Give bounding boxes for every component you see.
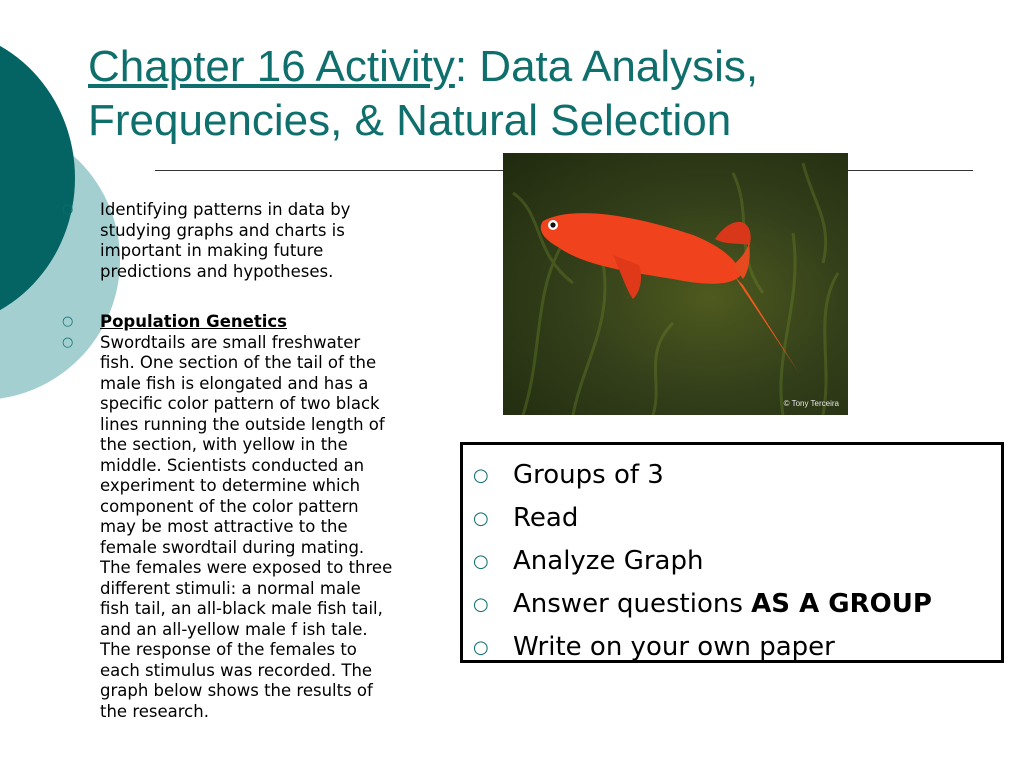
section-heading-item: [62, 312, 454, 333]
body-line: specific color pattern of two black: [100, 394, 380, 413]
swordtail-fish-illustration: [503, 153, 848, 415]
body-line: Swordtails are small freshwater: [100, 332, 361, 352]
intro-item: [62, 200, 454, 282]
body-line: the research.: [100, 701, 209, 721]
task-item: [473, 497, 932, 540]
bullet-icon: ○: [62, 202, 74, 217]
title-line-2: Frequencies, & Natural Selection: [88, 96, 732, 145]
task-item: [473, 626, 932, 669]
intro-line: important in making future: [100, 241, 324, 260]
body-line: female swordtail during mating.: [100, 537, 365, 557]
task-box: [460, 442, 1004, 663]
section-heading: Population Genetics: [100, 312, 287, 331]
body-item: [62, 333, 454, 723]
body-line: fish. One section of the tail of the: [100, 353, 377, 372]
body-line: each stimulus was recorded. The: [100, 660, 373, 680]
bullet-icon: ○: [473, 551, 489, 572]
bullet-icon: ○: [62, 314, 74, 329]
body-line: different stimuli: a normal male: [100, 578, 361, 598]
task-item: [473, 583, 932, 626]
body-line: experiment to determine which: [100, 476, 361, 495]
body-line: male fish is elongated and has a: [100, 373, 369, 393]
title-link[interactable]: Chapter 16 Activity: [88, 42, 455, 91]
body-line: middle. Scientists conducted an: [100, 455, 365, 475]
task-text: Groups of 3: [513, 460, 664, 490]
bullet-icon: ○: [62, 334, 74, 350]
body-line: the section, with yellow in the: [100, 435, 348, 454]
intro-line: studying graphs and charts is: [100, 220, 345, 240]
bullet-icon: ○: [473, 508, 489, 529]
body-line: fish tail, an all-black male fish tail,: [100, 599, 383, 618]
task-item: [473, 540, 932, 583]
task-text: Analyze Graph: [513, 546, 704, 576]
task-item: [473, 454, 932, 497]
body-line: graph below shows the results of: [100, 681, 373, 700]
swordtail-photo: [503, 153, 848, 415]
bullet-icon: ○: [473, 594, 489, 615]
intro-line: Identifying patterns in data by: [100, 200, 351, 219]
body-line: and an all-yellow male f ish tale.: [100, 619, 368, 639]
bullet-icon: ○: [473, 637, 489, 658]
slide-title: [88, 40, 968, 148]
task-emphasis: AS A GROUP: [751, 589, 932, 619]
body-line: component of the color pattern: [100, 496, 359, 516]
task-text: Write on your own paper: [513, 632, 835, 662]
photo-credit: © Tony Terceira: [783, 399, 839, 408]
task-text: Answer questions: [513, 589, 752, 619]
body-line: The response of the females to: [100, 640, 357, 659]
body-line: lines running the outside length of: [100, 414, 385, 434]
body-text-list: [62, 200, 454, 722]
body-line: may be most attractive to the: [100, 517, 348, 536]
task-list: [473, 454, 932, 669]
task-text: Read: [513, 503, 579, 533]
title-rest: : Data Analysis,: [454, 42, 759, 91]
body-line: The females were exposed to three: [100, 558, 393, 577]
intro-line: predictions and hypotheses.: [100, 261, 334, 281]
bullet-icon: ○: [473, 465, 489, 486]
